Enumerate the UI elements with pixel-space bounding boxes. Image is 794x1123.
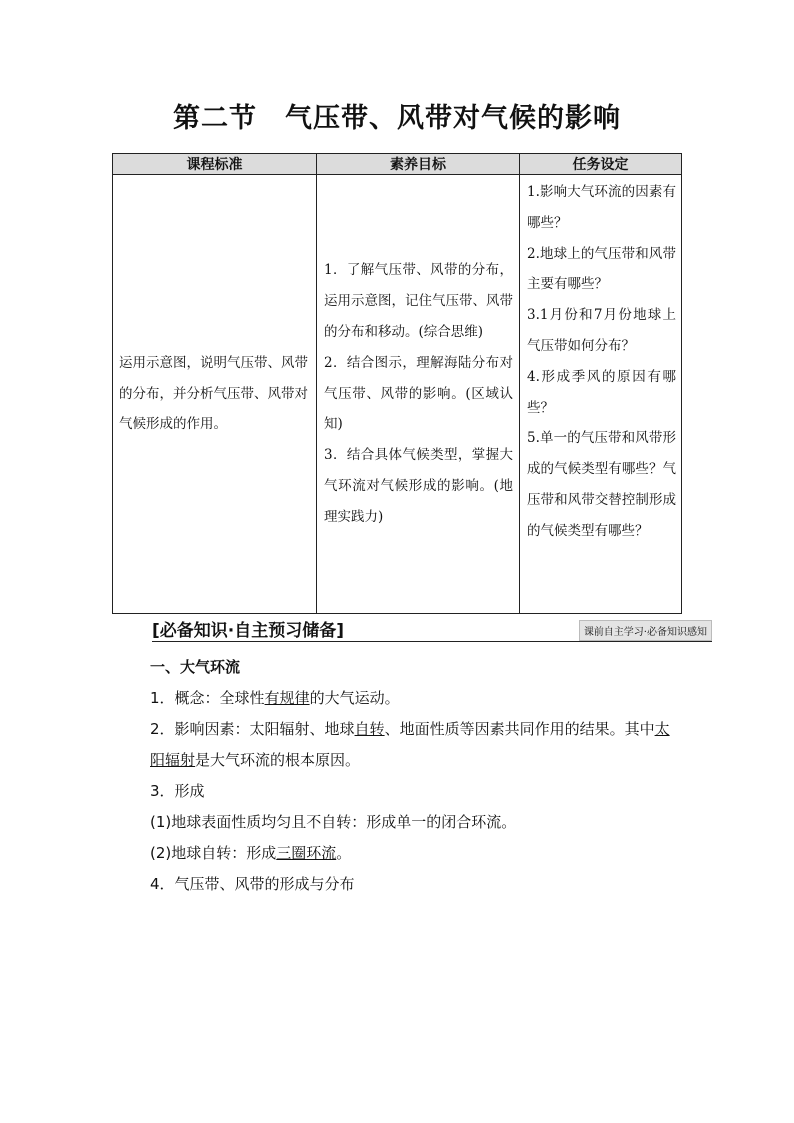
paragraph-distribution: 4．气压带、风带的形成与分布 — [150, 875, 355, 893]
header-tasks: 任务设定 — [520, 154, 682, 175]
content-body — [121, 652, 677, 900]
paragraph-formation: 3．形成 — [150, 782, 205, 800]
task-item: 3.1月份和7月份地球上气压带如何分布？ — [527, 307, 676, 354]
text: 是大气环流的根本原因。 — [195, 751, 361, 769]
underlined-term: 三圈环流 — [276, 844, 337, 862]
header-goals: 素养目标 — [317, 154, 520, 175]
section-tag: 课前自主学习·必备知识感知 — [579, 620, 712, 641]
task-item: 5.单一的气压带和风带形成的气候类型有哪些？气压带和风带交替控制形成的气候类型有哪些？ — [527, 430, 676, 539]
standard-cell — [113, 175, 317, 614]
section-header — [112, 616, 712, 642]
table-header-row — [113, 154, 682, 175]
goal-item: 2．结合图示，理解海陆分布对气压带、风带的影响。(区域认知) — [324, 354, 513, 433]
table-row — [113, 175, 682, 614]
page-title: 第二节 气压带、风带对气候的影响 — [173, 103, 621, 134]
text: 、地面性质等因素共同作用的结果。其中 — [384, 720, 655, 738]
goal-item: 3．结合具体气候类型，掌握大气环流对气候形成的影响。(地理实践力) — [324, 447, 513, 525]
paragraph-formation-1: (1)地球表面性质均匀且不自转：形成单一的闭合环流。 — [150, 813, 517, 831]
section-divider — [152, 641, 712, 642]
section-title: [必备知识·自主预习储备] — [152, 621, 344, 641]
task-item: 2.地球上的气压带和风带主要有哪些？ — [527, 245, 676, 293]
heading-atmospheric-circulation: 一、大气环流 — [150, 658, 241, 676]
underlined-term: 自转 — [354, 720, 385, 738]
curriculum-table — [112, 153, 682, 614]
text: 2．影响因素：太阳辐射、地球 — [150, 720, 355, 738]
underlined-term: 太阳辐射 — [150, 720, 670, 769]
task-item: 1.影响大气环流的因素有哪些？ — [527, 184, 676, 231]
goal-item: 1．了解气压带、风带的分布，运用示意图，记住气压带、风带的分布和移动。(综合思维) — [324, 262, 513, 340]
paragraph-formation-2 — [121, 838, 677, 869]
header-standard: 课程标准 — [113, 154, 317, 175]
text: 的大气运动。 — [309, 689, 400, 707]
text: 1．概念：全球性 — [150, 689, 265, 707]
text: 。 — [336, 844, 352, 862]
goals-cell — [317, 175, 520, 614]
tasks-cell — [520, 175, 682, 614]
standard-text: 运用示意图，说明气压带、风带的分布，并分析气压带、风带对气候形成的作用。 — [119, 354, 308, 433]
text: (2)地球自转：形成 — [150, 844, 277, 862]
paragraph-concept — [121, 683, 677, 714]
task-item: 4.形成季风的原因有哪些？ — [527, 368, 676, 416]
underlined-term: 有规律 — [264, 689, 310, 707]
paragraph-factors — [121, 714, 677, 776]
